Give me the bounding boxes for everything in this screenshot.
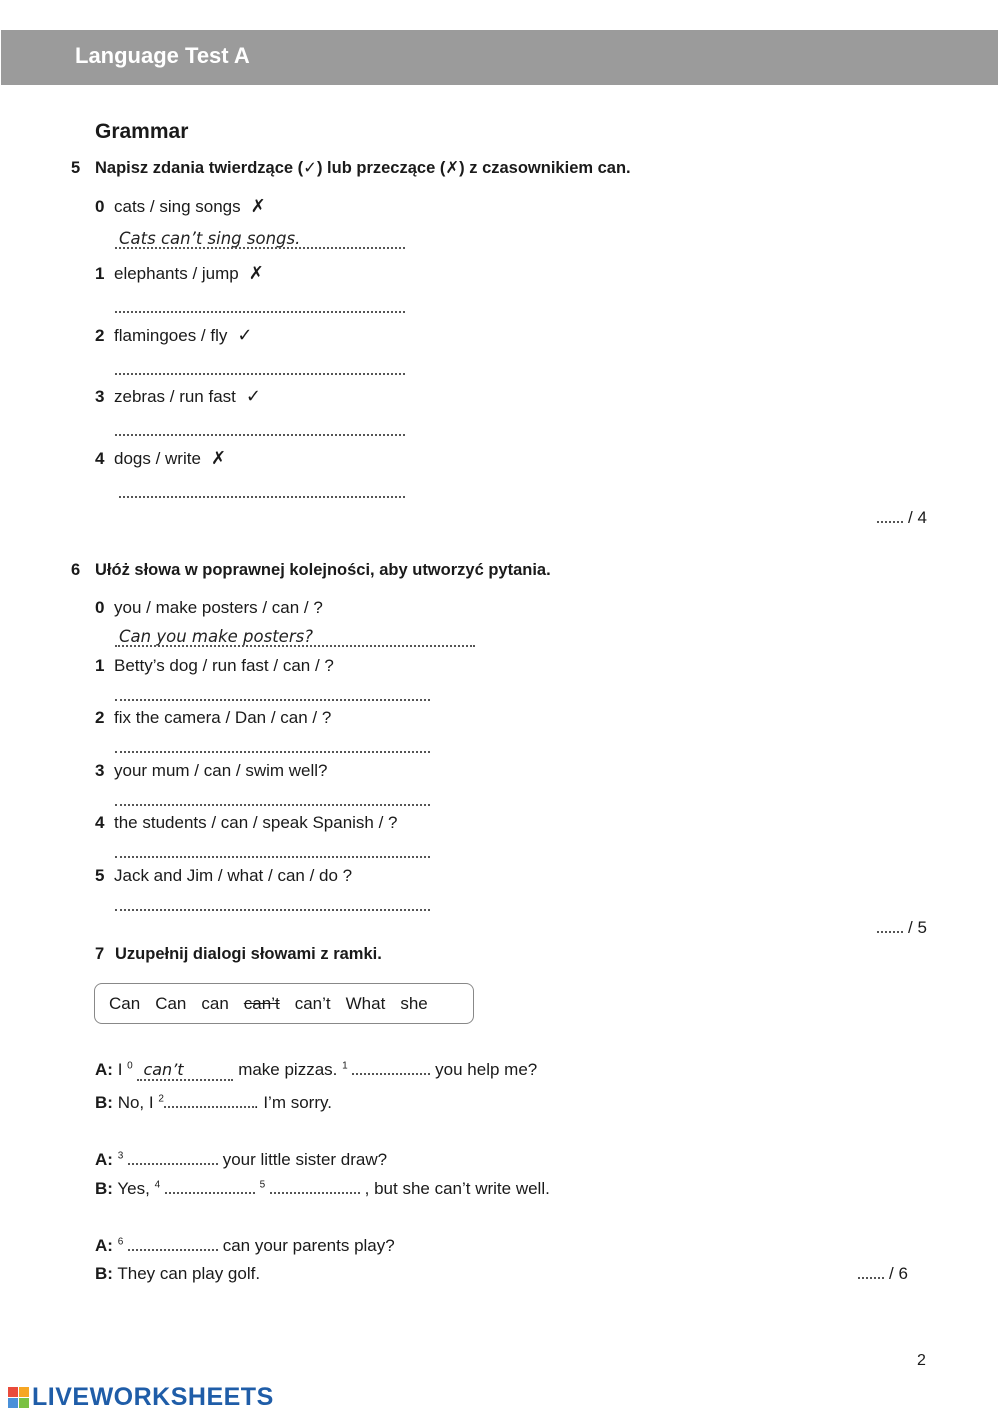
gap-2-input[interactable] xyxy=(164,1092,254,1108)
ex5-example-answer: Cats can’t sing songs. xyxy=(119,229,301,248)
word-box-item-used: can’t xyxy=(243,993,280,1013)
gap-6-input[interactable] xyxy=(128,1235,218,1251)
ex5-answer-input-1[interactable] xyxy=(115,311,405,313)
ex5-item-0: 0 cats / sing songs ✗ xyxy=(95,196,266,216)
ex6-answer-input-4[interactable] xyxy=(115,856,430,858)
ex7-instruction-text: Uzupełnij dialogi słowami z ramki. xyxy=(115,945,382,963)
ex5-score: / 4 xyxy=(877,508,927,528)
cross-mark-icon: ✗ xyxy=(250,196,266,216)
word-box-item: Can xyxy=(109,993,141,1013)
word-box-item: she xyxy=(400,993,428,1013)
ex6-answer-line-0 xyxy=(115,645,475,647)
ex5-item-3: 3 zebras / run fast ✓ xyxy=(95,386,261,406)
ex6-number: 6 xyxy=(71,561,81,579)
ex5-item-2: 2 flamingoes / fly ✓ xyxy=(95,325,253,345)
ex6-item-2: 2 fix the camera / Dan / can / ? xyxy=(95,708,332,727)
dialog-line-6: B: They can play golf. xyxy=(95,1264,261,1283)
section-title: Grammar xyxy=(95,120,189,143)
gap-5-input[interactable] xyxy=(270,1178,360,1194)
dialog-line-2: B: No, I $^2$ . I’m sorry. xyxy=(95,1093,332,1112)
ex6-instruction xyxy=(71,561,551,580)
ex7-score-input[interactable] xyxy=(858,1265,884,1279)
logo-grid-icon xyxy=(8,1387,29,1408)
word-box-item: Can xyxy=(155,993,187,1013)
ex5-answer-line-0 xyxy=(115,247,405,249)
gap-0-filled: can’t xyxy=(137,1060,233,1081)
ex6-item-4: 4 the students / can / speak Spanish / ? xyxy=(95,813,398,832)
ex5-answer-input-2[interactable] xyxy=(115,373,405,375)
ex6-item-0: 0 you / make posters / can / ? xyxy=(95,598,323,617)
ex6-item-3: 3 your mum / can / swim well? xyxy=(95,761,328,780)
ex6-answer-input-2[interactable] xyxy=(115,751,430,753)
ex7-number: 7 xyxy=(95,945,105,963)
ex6-answer-input-5[interactable] xyxy=(115,909,430,911)
ex6-answer-input-1[interactable] xyxy=(115,699,430,701)
ex6-example-answer: Can you make posters? xyxy=(119,627,313,646)
page-number: 2 xyxy=(917,1352,926,1369)
check-mark-icon: ✓ xyxy=(245,386,261,406)
ex5-answer-input-3[interactable] xyxy=(115,434,405,436)
ex6-item-1: 1 Betty’s dog / run fast / can / ? xyxy=(95,656,334,675)
dialog-line-4: B: Yes, $^4$ $^5$ , but she can’t write well. xyxy=(95,1179,550,1198)
ex6-score: / 5 xyxy=(877,918,927,938)
page-header-title: Language Test A xyxy=(75,43,250,68)
ex7-instruction xyxy=(95,945,382,964)
cross-mark-icon: ✗ xyxy=(210,448,227,468)
ex6-item-5: 5 Jack and Jim / what / can / do ? xyxy=(95,866,353,885)
liveworksheets-logo[interactable] xyxy=(8,1383,274,1412)
ex5-item-4: 4 dogs / write ✗ xyxy=(95,448,227,468)
word-box-item: can xyxy=(201,993,229,1013)
ex5-item-1: 1 elephants / jump ✗ xyxy=(95,263,264,283)
ex6-score-input[interactable] xyxy=(877,919,903,933)
ex6-instruction-text: Ułóż słowa w poprawnej kolejności, aby utworzyć pytania. xyxy=(95,561,551,579)
ex5-instruction xyxy=(71,158,631,178)
gap-1-input[interactable] xyxy=(352,1059,430,1075)
ex5-number: 5 xyxy=(71,159,81,177)
ex7-score: / 6 xyxy=(858,1264,908,1284)
logo-text: LIVEWORKSHEETS xyxy=(32,1383,274,1411)
dialog-line-3: A: $^3$ your little sister draw? xyxy=(95,1150,388,1169)
word-box-item: can’t xyxy=(294,993,331,1013)
ex5-score-input[interactable] xyxy=(877,509,903,523)
ex5-answer-input-4[interactable] xyxy=(119,496,405,498)
cross-mark-icon: ✗ xyxy=(248,263,264,283)
word-box xyxy=(94,983,474,1024)
gap-4-input[interactable] xyxy=(165,1178,255,1194)
word-box-item: What xyxy=(345,993,386,1013)
dialog-line-1: A: I $^0$ can’t make pizzas. $^1$ you help me? xyxy=(95,1060,538,1079)
dialog-line-5: A: $^6$ can your parents play? xyxy=(95,1236,395,1255)
ex5-instruction-text: Napisz zdania twierdzące (✓) lub przeczące (✗) z czasownikiem can. xyxy=(95,159,631,177)
check-mark-icon: ✓ xyxy=(237,325,253,345)
gap-3-input[interactable] xyxy=(128,1149,218,1165)
ex6-answer-input-3[interactable] xyxy=(115,804,430,806)
